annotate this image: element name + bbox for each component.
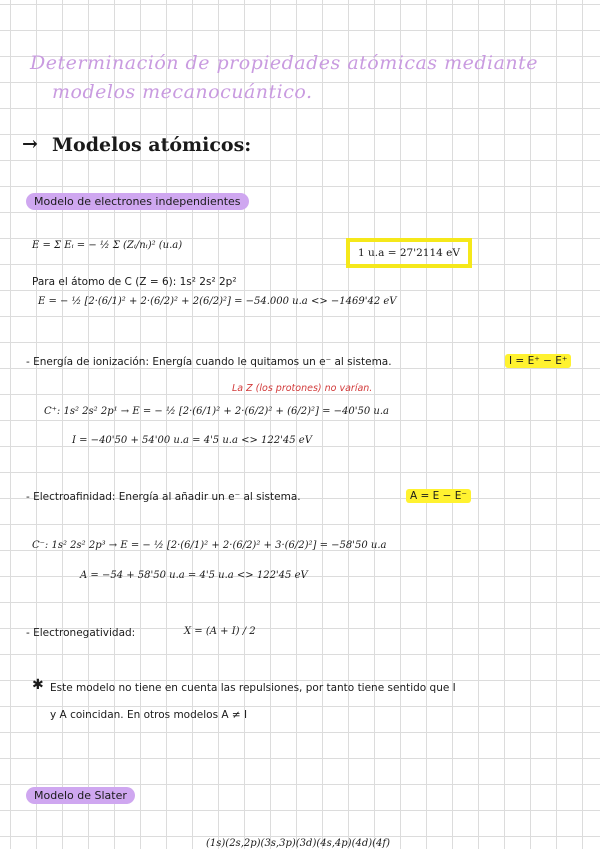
affinity-formula: A = E − E⁻ [406,489,471,503]
electronegativity-formula: X = (A + I) / 2 [184,626,256,637]
section-heading: Modelos atómicos: [52,134,252,156]
model-label-independent: Modelo de electrones independientes [26,193,249,210]
affinity-definition: - Electroafinidad: Energía al añadir un e⁻ al sistema. [26,491,301,503]
ionization-formula: I = E⁺ − E⁺ [505,354,571,368]
slater-groups-partial: (1s)(2s,2p)(3s,3p)(3d)(4s,4p)(4d)(4f) [206,838,391,849]
carbon-configuration: Para el átomo de C (Z = 6): 1s² 2s² 2p² [32,276,237,288]
page-title-line2: modelos mecanocuántico. [52,81,313,103]
electronegativity-definition: - Electronegatividad: [26,627,136,639]
affinity-result: A = −54 + 58'50 u.a = 4'5 u.a <> 122'45 eV [80,570,308,581]
page-title: Determinación de propiedades atómicas mediante [30,52,539,74]
carbon-energy-equation: E = − ½ [2·(6/1)² + 2·(6/2)² + 2(6/2)²] = −54.000 u.a <> −1469'42 eV [38,296,397,307]
star-icon: ✱ [32,677,44,693]
arrow-icon: → [22,133,38,155]
unit-conversion-box: 1 u.a = 27'2114 eV [346,238,472,268]
protons-note: La Z (los protones) no varían. [232,383,373,394]
anion-energy-equation: C⁻: 1s² 2s² 2p³ → E = − ½ [2·(6/1)² + 2·(6/2)² + 3·(6/2)²] = −58'50 u.a [32,540,387,551]
ionization-definition: - Energía de ionización: Energía cuando le quitamos un e⁻ al sistema. [26,356,392,368]
model-label-slater: Modelo de Slater [26,787,135,804]
note-line2: y A coincidan. En otros modelos A ≠ I [50,709,248,721]
note-line1: Este modelo no tiene en cuenta las repulsiones, por tanto tiene sentido que I [50,682,456,694]
ionization-result: I = −40'50 + 54'00 u.a = 4'5 u.a <> 122'45 eV [72,435,312,446]
cation-energy-equation: C⁺: 1s² 2s² 2p¹ → E = − ½ [2·(6/1)² + 2·(6/2)² + (6/2)²] = −40'50 u.a [44,406,389,417]
energy-equation: E = Σ Eᵢ = − ½ Σ (Zᵢ/nᵢ)² (u.a) [32,240,183,251]
